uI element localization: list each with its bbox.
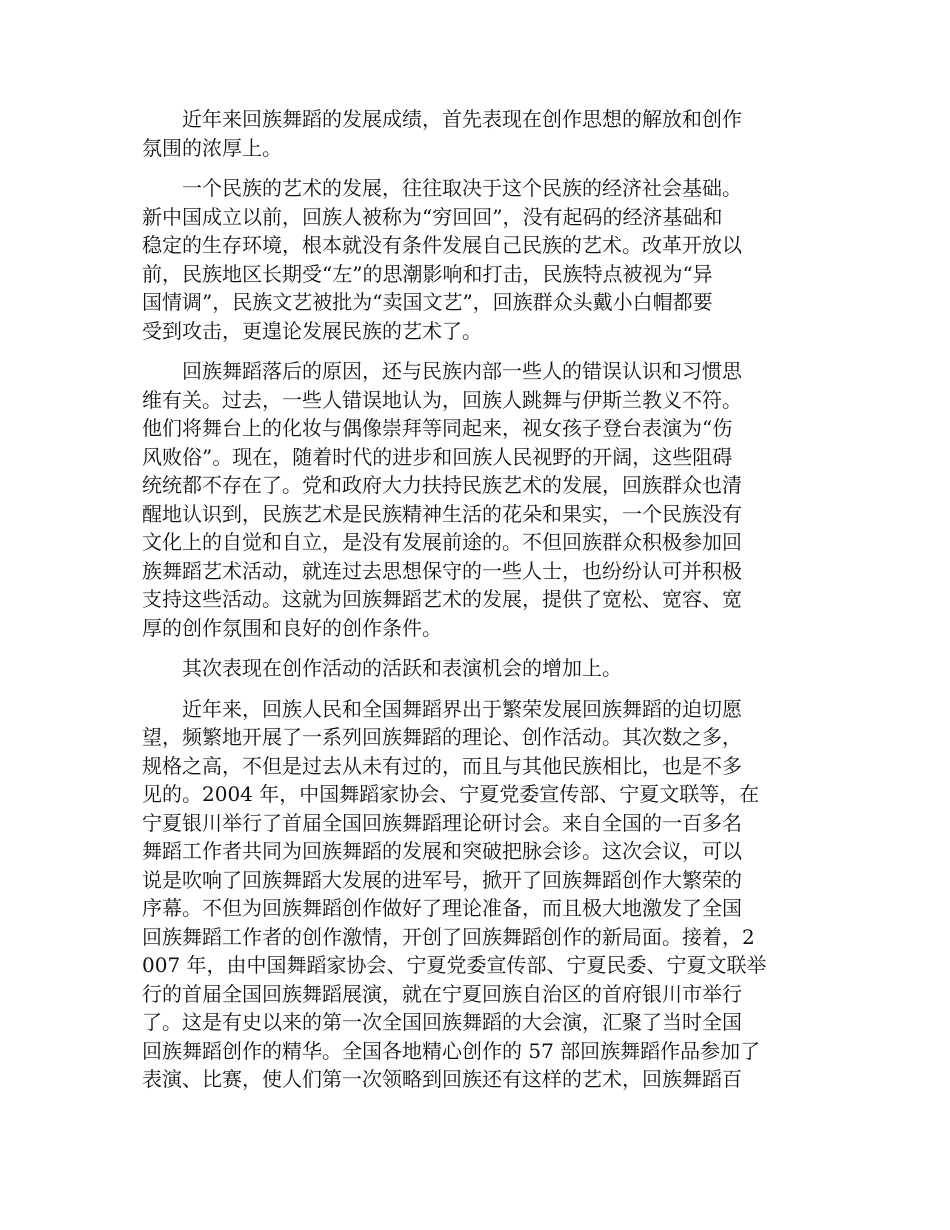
text-line: 说是吹响了回族舞蹈大发展的进军号，掀开了回族舞蹈创作大繁荣的 [142, 867, 742, 892]
text-line: 了。这是有史以来的第一次全国回族舞蹈的大会演，汇聚了当时全国 [142, 1010, 742, 1034]
text-line: 新中国成立以前，回族人被称为“穷回回”，没有起码的经济基础和 [142, 204, 723, 229]
text-line: 国情调”，民族文艺被批为“卖国文艺”，回族群众头戴小白帽都要 [142, 290, 713, 314]
text-line: 风败俗”。现在，随着时代的进步和回族人民视野的开阔，这些阻碍 [142, 444, 733, 469]
text-line: 序幕。不但为回族舞蹈创作做好了理论准备，而且极大地激发了全国 [142, 896, 742, 920]
text-line: 近年来回族舞蹈的发展成绩，首先表现在创作思想的解放和创作 [182, 107, 742, 131]
text-line: 一个民族的艺术的发展，往往取决于这个民族的经济社会基础。 [182, 176, 742, 200]
text-line: 其次表现在创作活动的活跃和表演机会的增加上。 [182, 656, 622, 680]
paragraph-3 [142, 357, 812, 642]
text-line: 007 年，由中国舞蹈家协会、宁夏党委宣传部、宁夏民委、宁夏文联举 [142, 953, 767, 977]
text-line: 回族舞蹈工作者的创作激情，开创了回族舞蹈创作的新局面。接着，2 [142, 924, 755, 949]
text-line: 醒地认识到，民族艺术是民族精神生活的花朵和果实，一个民族没有 [142, 501, 742, 526]
text-line: 行的首届全国回族舞蹈展演，就在宁夏回族自治区的首府银川市举行 [142, 981, 742, 1006]
text-line: 受到攻击，更遑论发展民族的艺术了。 [142, 318, 482, 343]
text-line: 回族舞蹈创作的精华。全国各地精心创作的 57 部回族舞蹈作品参加了 [142, 1038, 761, 1063]
text-line: 前，民族地区长期受“左”的思潮影响和打击，民族特点被视为“异 [142, 261, 713, 286]
text-line: 支持这些活动。这就为回族舞蹈艺术的发展，提供了宽松、宽容、宽 [142, 587, 742, 611]
paragraph-1 [142, 105, 812, 162]
text-line: 文化上的自觉和自立，是没有发展前途的。不但回族群众积极参加回 [142, 530, 742, 554]
text-line: 近年来，回族人民和全国舞蹈界出于繁荣发展回族舞蹈的迫切愿 [182, 696, 742, 721]
text-line: 规格之高，不但是过去从未有过的，而且与其他民族相比，也是不多 [142, 753, 742, 778]
text-line: 氛围的浓厚上。 [142, 135, 282, 160]
text-line: 厚的创作氛围和良好的创作条件。 [142, 615, 442, 640]
text-line: 族舞蹈艺术活动，就连过去思想保守的一些人士，也纷纷认可并积极 [142, 558, 742, 583]
text-line: 他们将舞台上的化妆与偶像崇拜等同起来，视女孩子登台表演为“伤 [142, 416, 733, 440]
text-line: 望，频繁地开展了一系列回族舞蹈的理论、创作活动。其次数之多， [142, 725, 742, 749]
paragraph-5 [142, 695, 812, 1094]
paragraph-2 [142, 174, 812, 345]
paragraph-4 [142, 654, 812, 683]
text-line: 表演、比赛，使人们第一次领略到回族还有这样的艺术，回族舞蹈百 [142, 1067, 742, 1091]
text-line: 舞蹈工作者共同为回族舞蹈的发展和突破把脉会诊。这次会议，可以 [142, 839, 742, 863]
text-line: 统统都不存在了。党和政府大力扶持民族艺术的发展，回族群众也清 [142, 473, 742, 497]
text-line: 宁夏银川举行了首届全国回族舞蹈理论研讨会。来自全国的一百多名 [142, 810, 742, 835]
text-line: 回族舞蹈落后的原因，还与民族内部一些人的错误认识和习惯思 [182, 359, 742, 383]
text-line: 见的。2004 年，中国舞蹈家协会、宁夏党委宣传部、宁夏文联等，在 [142, 782, 760, 806]
text-line: 维有关。过去，一些人错误地认为，回族人跳舞与伊斯兰教义不符。 [142, 387, 742, 412]
document-page [142, 105, 812, 1106]
text-line: 稳定的生存环境，根本就没有条件发展自己民族的艺术。改革开放以 [142, 233, 742, 257]
